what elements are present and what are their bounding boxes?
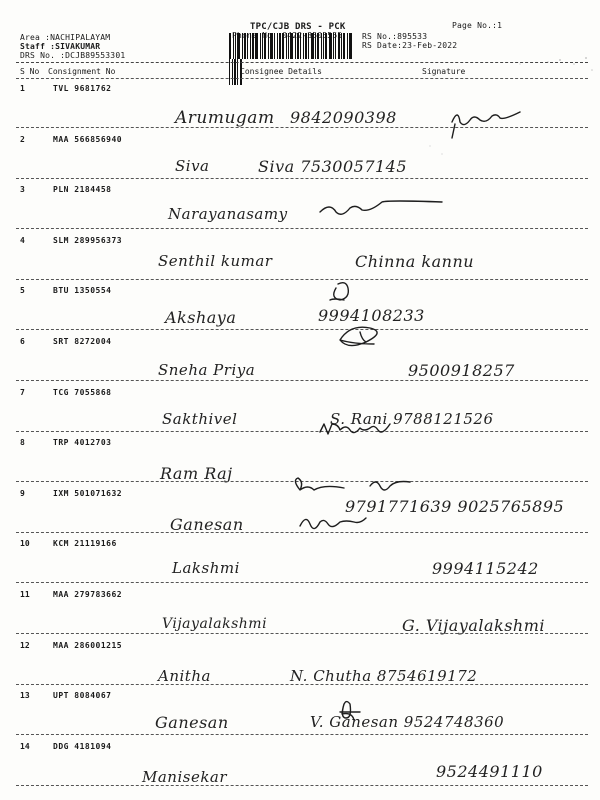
consignment-number: UPT 8084067 bbox=[53, 691, 112, 701]
row-number: 5 bbox=[20, 286, 25, 296]
column-signature: Signature bbox=[422, 67, 466, 76]
consignee-name: Vijayalakshmi bbox=[162, 616, 268, 632]
rs-date: RS Date:23-Feb-2022 bbox=[362, 41, 458, 50]
consignee-name: Ganesan bbox=[155, 713, 229, 733]
row-number: 1 bbox=[20, 84, 25, 93]
consignee-name: Narayanasamy bbox=[168, 205, 288, 224]
drs-label: DRS No. : bbox=[20, 51, 66, 60]
consignment-number: MAA 286001215 bbox=[53, 640, 123, 650]
row-number: 12 bbox=[20, 640, 30, 650]
consignee-name: Senthil kumar bbox=[158, 251, 273, 270]
consignee-name: Siva bbox=[175, 156, 210, 175]
consignment-number: TCG 7055868 bbox=[53, 387, 112, 397]
staff-value: SIVAKUMAR bbox=[55, 42, 101, 51]
consignee-detail: 9842090398 bbox=[290, 108, 397, 127]
consignee-detail: 9994115242 bbox=[432, 559, 539, 579]
consignee-name: Sakthivel bbox=[162, 409, 238, 428]
area-label: Area : bbox=[20, 33, 51, 42]
row-number: 7 bbox=[20, 387, 25, 397]
document-title: TPC/CJB DRS - PCK bbox=[250, 22, 346, 32]
consignment-number: SLM 289956373 bbox=[53, 235, 123, 245]
row-number: 8 bbox=[20, 438, 25, 448]
row-number: 2 bbox=[20, 134, 25, 144]
row-number: 14 bbox=[20, 741, 30, 751]
consignee-name: Anitha bbox=[158, 666, 211, 685]
area-value: NACHIPALAYAM bbox=[50, 33, 111, 42]
consignee-detail: Siva 7530057145 bbox=[258, 156, 408, 176]
consignee-name: Ram Raj bbox=[160, 464, 233, 484]
consignee-name: Sneha Priya bbox=[158, 361, 256, 379]
consignee-detail: G. Vijayalakshmi bbox=[402, 616, 546, 635]
consignee-detail: N. Chutha 8754619172 bbox=[290, 666, 478, 685]
consignee-name: Arumugam bbox=[175, 108, 275, 128]
drs-value: DCJB89553301 bbox=[65, 51, 126, 60]
consignee-detail: 9791771639 9025765895 bbox=[345, 496, 565, 516]
consignee-name: Lakshmi bbox=[172, 559, 240, 578]
consignee-detail: S. Rani 9788121526 bbox=[330, 409, 494, 428]
consignee-name: Manisekar bbox=[142, 767, 228, 786]
consignee-detail: Chinna kannu bbox=[355, 251, 475, 271]
column-sno: S No bbox=[20, 67, 40, 76]
row-number: 11 bbox=[20, 590, 30, 599]
page-number: Page No.:1 bbox=[452, 21, 503, 30]
consignment-number: MAA 566856940 bbox=[53, 134, 123, 144]
consignee-detail: 9994108233 bbox=[318, 306, 425, 326]
staff-label: Staff : bbox=[20, 42, 56, 51]
column-consignment: Consignment No bbox=[48, 67, 116, 76]
row-number: 13 bbox=[20, 691, 30, 701]
consignment-number: SRT 8272004 bbox=[53, 337, 112, 346]
row-number: 3 bbox=[20, 185, 25, 195]
consignment-number: TVL 9681762 bbox=[53, 84, 112, 93]
consignment-number: PLN 2184458 bbox=[53, 185, 112, 195]
consignment-number: KCM 21119166 bbox=[53, 539, 117, 549]
row-number: 4 bbox=[20, 235, 25, 245]
consignment-number: TRP 4012703 bbox=[53, 438, 112, 448]
column-consignee: Consignee Details bbox=[240, 67, 322, 76]
row-number: 6 bbox=[20, 337, 25, 346]
consignee-name: Ganesan bbox=[170, 514, 244, 534]
consignee-detail: 9500918257 bbox=[408, 361, 515, 380]
consignee-detail: 9524491110 bbox=[436, 761, 543, 781]
row-number: 9 bbox=[20, 488, 25, 498]
row-number: 10 bbox=[20, 539, 30, 549]
consignment-number: IXM 501071632 bbox=[53, 488, 123, 498]
consignee-detail: V. Ganesan 9524748360 bbox=[310, 713, 505, 732]
consignee-name: Akshaya bbox=[165, 308, 237, 328]
rs-number: RS No.:895533 bbox=[362, 32, 428, 41]
consignment-number: BTU 1350554 bbox=[53, 286, 112, 296]
consignment-number: MAA 279783662 bbox=[53, 590, 123, 599]
consignment-number: DDG 4181094 bbox=[53, 741, 112, 751]
